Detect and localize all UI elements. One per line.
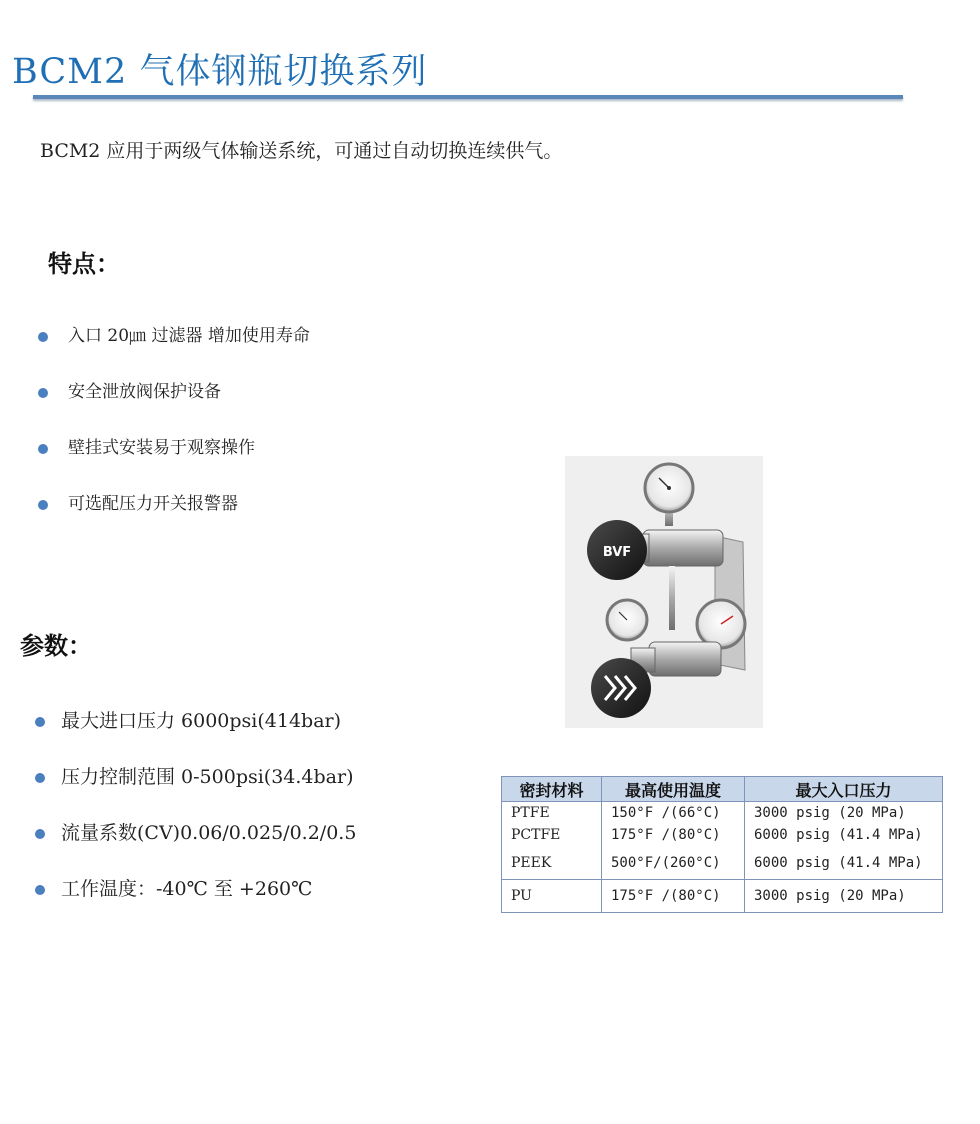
table-cell: PTFE [502,802,602,825]
bullet-icon [35,773,45,783]
table-row [502,824,943,846]
table-header-row [502,777,943,802]
table-row [502,802,943,825]
list-item [35,764,356,820]
bullet-icon [38,444,48,454]
parameters-list [35,708,356,932]
table-cell: 3000 psig (20 MPa) [745,879,943,912]
list-item [35,820,356,876]
product-image [565,456,763,728]
intro-text: BCM2 应用于两级气体输送系统，可通过自动切换连续供气。 [40,140,563,162]
list-item [38,380,310,436]
title-divider [33,95,903,99]
list-item [35,876,356,932]
parameter-text: 流量系数(CV)0.06/0.025/0.2/0.5 [61,822,357,844]
table-cell: 175°F /(80°C) [602,879,745,912]
features-heading: 特点： [48,250,120,278]
table-cell: 6000 psig (41.4 MPa) [745,824,943,846]
bullet-icon [35,885,45,895]
parameter-text: 最大进口压力 6000psi(414bar) [61,710,342,732]
list-item [38,492,310,548]
bullet-icon [38,500,48,510]
feature-text: 可选配压力开关报警器 [68,494,238,514]
table-cell: 6000 psig (41.4 MPa) [745,846,943,879]
features-list [38,324,310,548]
regulator-illustration [565,456,763,728]
table-cell: 175°F /(80°C) [602,824,745,846]
table-row [502,846,943,879]
bullet-icon [35,717,45,727]
feature-text: 壁挂式安装易于观察操作 [68,438,255,458]
page-title: BCM2 气体钢瓶切换系列 [12,52,428,92]
table-cell: PU [502,879,602,912]
parameters-heading: 参数： [20,632,92,660]
table-cell: 500°F/(260°C) [602,846,745,879]
knob-label: BVF [602,545,632,560]
bullet-icon [38,388,48,398]
bullet-icon [35,829,45,839]
column-header: 最大入口压力 [745,777,943,802]
table-row [502,879,943,912]
feature-text: 安全泄放阀保护设备 [68,382,221,402]
table-cell: PEEK [502,846,602,879]
bullet-icon [38,332,48,342]
parameter-text: 工作温度：-40℃ 至 +260℃ [61,878,313,900]
table-cell: 150°F /(66°C) [602,802,745,825]
column-header: 最高使用温度 [602,777,745,802]
table-cell: 3000 psig (20 MPa) [745,802,943,825]
feature-text: 入口 20㎛ 过滤器 增加使用寿命 [68,326,310,346]
parameter-text: 压力控制范围 0-500psi(34.4bar) [61,766,354,788]
list-item [35,708,356,764]
list-item [38,436,310,492]
column-header: 密封材料 [502,777,602,802]
table-cell: PCTFE [502,824,602,846]
list-item [38,324,310,380]
seal-spec-table [501,776,943,913]
